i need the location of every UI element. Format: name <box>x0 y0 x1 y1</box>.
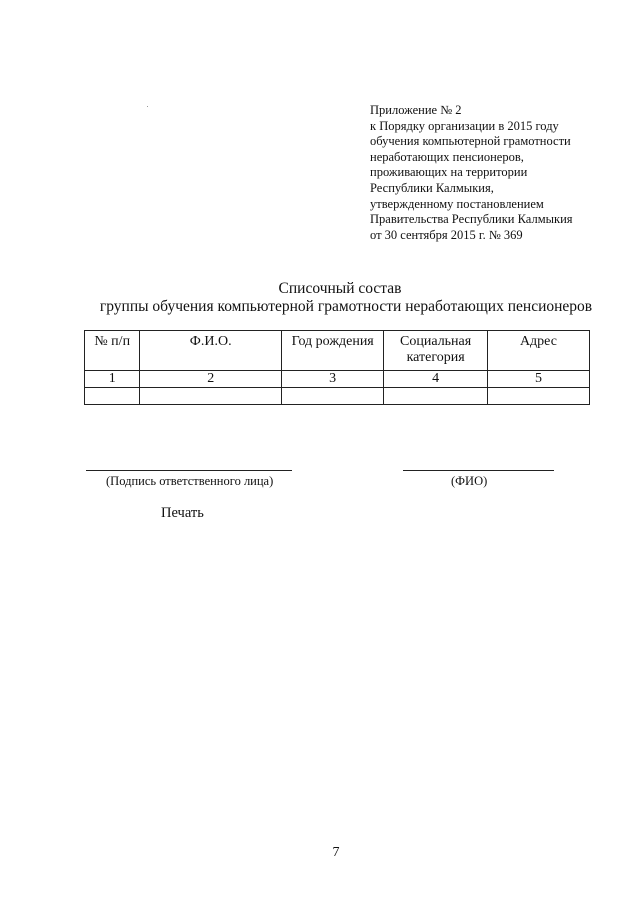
page-number: 7 <box>332 845 340 860</box>
appendix-line: неработающих пенсионеров, <box>370 149 524 164</box>
appendix-line: от 30 сентября 2015 г. № 369 <box>370 227 523 242</box>
column-number: 3 <box>281 371 383 388</box>
table-cell <box>140 388 282 405</box>
column-number: 1 <box>85 371 140 388</box>
header-social-category: Социальная категория <box>384 331 488 371</box>
appendix-line: к Порядку организации в 2015 году <box>370 118 559 133</box>
appendix-line: обучения компьютерной грамотности <box>370 134 571 149</box>
appendix-block <box>370 103 620 243</box>
name-caption: (ФИО) <box>451 474 488 488</box>
scan-speck <box>147 106 148 107</box>
table-header-row <box>85 331 590 371</box>
appendix-line: утвержденному постановлением <box>370 196 544 211</box>
column-number: 5 <box>487 371 589 388</box>
signature-line <box>86 470 292 471</box>
appendix-line: Правительства Республики Калмыкия <box>370 212 573 227</box>
appendix-line: Приложение № 2 <box>370 103 462 117</box>
appendix-line: проживающих на территории <box>370 165 528 180</box>
table-row <box>85 388 590 405</box>
stamp-label: Печать <box>161 505 204 521</box>
appendix-line: Республики Калмыкия, <box>370 180 494 195</box>
document-subtitle: группы обучения компьютерной грамотности неработающих пенсионеров <box>99 298 593 315</box>
signature-caption: (Подпись ответственного лица) <box>106 474 274 488</box>
header-number: № п/п <box>85 331 140 371</box>
table-cell <box>384 388 488 405</box>
header-address: Адрес <box>487 331 589 371</box>
name-line <box>403 470 554 471</box>
table-cell <box>85 388 140 405</box>
document-title: Списочный состав <box>278 280 402 297</box>
roster-table <box>84 330 590 405</box>
table-cell <box>487 388 589 405</box>
header-name: Ф.И.О. <box>140 331 282 371</box>
column-number-row <box>85 371 590 388</box>
header-birth-year: Год рождения <box>281 331 383 371</box>
column-number: 2 <box>140 371 282 388</box>
table-cell <box>281 388 383 405</box>
column-number: 4 <box>384 371 488 388</box>
